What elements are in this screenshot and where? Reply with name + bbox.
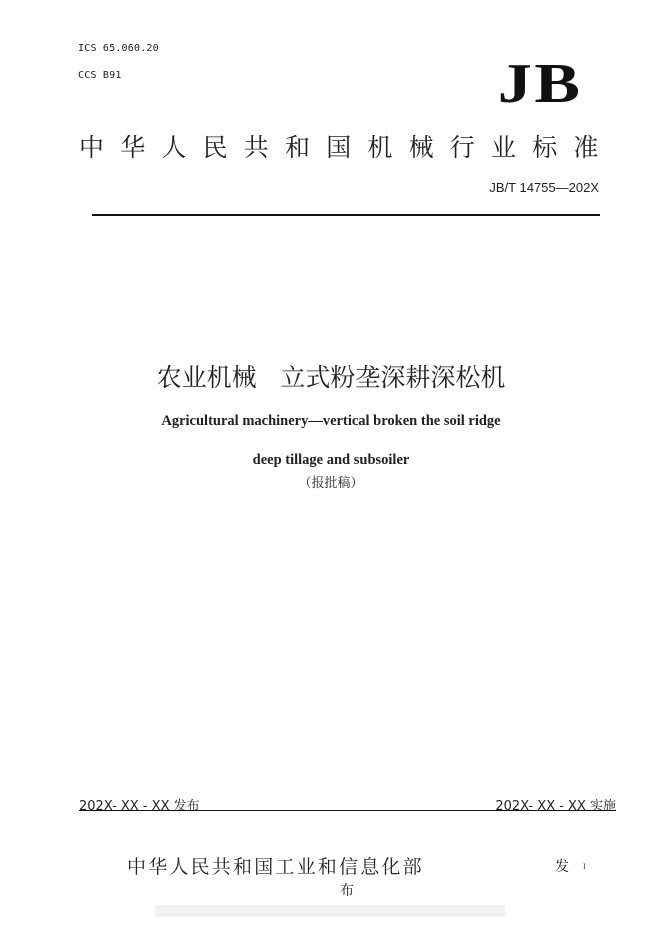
ccs-code: CCS B91	[78, 70, 122, 81]
header-divider	[92, 214, 600, 216]
publish-date: 202X- XX - XX 发布	[79, 799, 200, 814]
draft-status: （报批稿）	[298, 476, 364, 491]
issuing-authority: 中华人民共和国工业和信息化部	[127, 856, 424, 878]
industry-standard-title: 中华人民共和国机械行业标准	[79, 133, 615, 162]
issue-verb-first: 发	[555, 859, 569, 875]
document-title-chinese: 农业机械 立式粉垄深耕深松机	[156, 363, 506, 392]
jb-logo: JB	[497, 53, 582, 115]
page-number: I	[583, 862, 586, 871]
ics-code: ICS 65.060.20	[78, 43, 159, 54]
issue-verb-second: 布	[340, 883, 354, 899]
faint-watermark	[155, 905, 505, 917]
footer-divider	[79, 810, 616, 811]
implement-date: 202X- XX - XX 实施	[495, 799, 616, 814]
standard-number: JB/T 14755—202X	[489, 180, 599, 195]
document-title-english-line1: Agricultural machinery—vertical broken the soil ridge	[161, 413, 501, 429]
document-title-english-line2: deep tillage and subsoiler	[252, 452, 410, 468]
